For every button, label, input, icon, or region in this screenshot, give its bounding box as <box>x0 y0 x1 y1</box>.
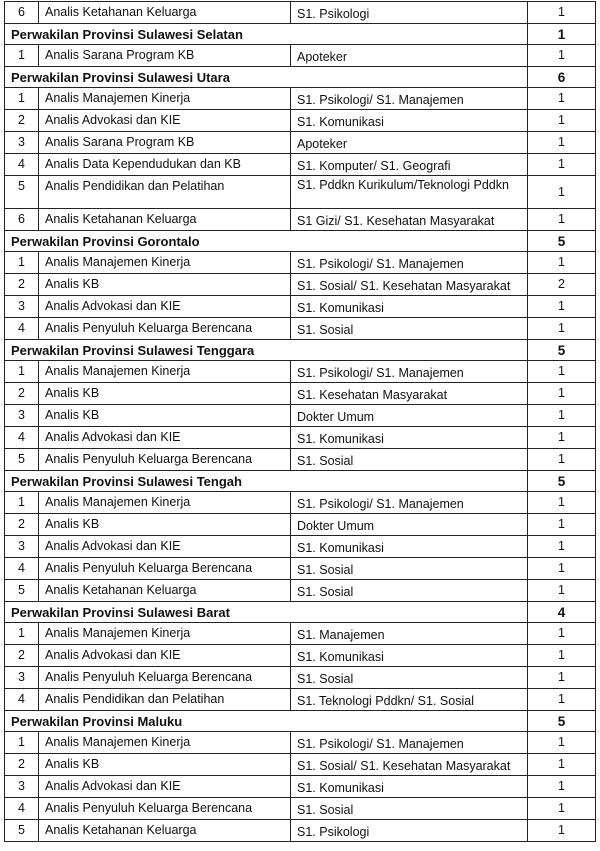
position-name: Analis Penyuluh Keluarga Berencana <box>39 449 291 471</box>
province-title: Perwakilan Provinsi Sulawesi Utara <box>5 67 528 88</box>
province-header-row <box>5 602 596 623</box>
table-row <box>5 732 596 754</box>
province-total: 1 <box>528 24 596 45</box>
qualification: S1. Sosial <box>291 558 528 580</box>
position-name: Analis Sarana Program KB <box>39 132 291 154</box>
table-row <box>5 449 596 471</box>
qualification: S1. Psikologi/ S1. Manajemen <box>291 492 528 514</box>
province-title: Perwakilan Provinsi Sulawesi Tenggara <box>5 340 528 361</box>
position-count: 1 <box>528 645 596 667</box>
qualification: Apoteker <box>291 132 528 154</box>
qualification: S1. Psikologi/ S1. Manajemen <box>291 252 528 274</box>
position-count: 1 <box>528 88 596 110</box>
position-count: 1 <box>528 132 596 154</box>
position-name: Analis Advokasi dan KIE <box>39 776 291 798</box>
table-row <box>5 45 596 67</box>
row-number: 2 <box>5 110 39 132</box>
table-row <box>5 427 596 449</box>
position-name: Analis KB <box>39 383 291 405</box>
table-row <box>5 252 596 274</box>
qualification: S1. Psikologi <box>291 2 528 24</box>
position-count: 1 <box>528 2 596 24</box>
position-name: Analis Manajemen Kinerja <box>39 492 291 514</box>
row-number: 1 <box>5 88 39 110</box>
row-number: 3 <box>5 776 39 798</box>
province-total: 4 <box>528 602 596 623</box>
position-count: 1 <box>528 449 596 471</box>
table-row <box>5 274 596 296</box>
qualification: S1. Sosial <box>291 667 528 689</box>
table-row <box>5 514 596 536</box>
position-name: Analis KB <box>39 514 291 536</box>
table-row <box>5 754 596 776</box>
qualification: S1. Komunikasi <box>291 776 528 798</box>
row-number: 1 <box>5 623 39 645</box>
position-count: 1 <box>528 176 596 209</box>
qualification: S1. Sosial/ S1. Kesehatan Masyarakat <box>291 754 528 776</box>
position-count: 1 <box>528 536 596 558</box>
qualification: S1. Teknologi Pddkn/ S1. Sosial <box>291 689 528 711</box>
qualification: S1. Psikologi <box>291 820 528 842</box>
position-name: Analis Advokasi dan KIE <box>39 296 291 318</box>
qualification: Dokter Umum <box>291 405 528 427</box>
position-name: Analis KB <box>39 754 291 776</box>
position-count: 1 <box>528 296 596 318</box>
position-name: Analis Advokasi dan KIE <box>39 645 291 667</box>
table-row <box>5 132 596 154</box>
qualification: S1. Psikologi/ S1. Manajemen <box>291 361 528 383</box>
row-number: 4 <box>5 798 39 820</box>
qualification: S1. Sosial <box>291 318 528 340</box>
position-count: 1 <box>528 667 596 689</box>
table-row <box>5 798 596 820</box>
position-name: Analis KB <box>39 274 291 296</box>
row-number: 4 <box>5 318 39 340</box>
table-row <box>5 176 596 209</box>
table-row <box>5 536 596 558</box>
vacancy-table <box>4 1 596 842</box>
table-row <box>5 383 596 405</box>
position-name: Analis Ketahanan Keluarga <box>39 2 291 24</box>
position-count: 1 <box>528 820 596 842</box>
position-name: Analis Penyuluh Keluarga Berencana <box>39 798 291 820</box>
qualification: S1. Komunikasi <box>291 427 528 449</box>
position-count: 1 <box>528 405 596 427</box>
position-count: 1 <box>528 754 596 776</box>
position-name: Analis Ketahanan Keluarga <box>39 209 291 231</box>
qualification: S1. Komunikasi <box>291 645 528 667</box>
position-count: 1 <box>528 209 596 231</box>
position-name: Analis Manajemen Kinerja <box>39 623 291 645</box>
province-title: Perwakilan Provinsi Sulawesi Selatan <box>5 24 528 45</box>
position-count: 1 <box>528 798 596 820</box>
row-number: 3 <box>5 132 39 154</box>
province-header-row <box>5 471 596 492</box>
position-name: Analis Manajemen Kinerja <box>39 88 291 110</box>
position-name: Analis Penyuluh Keluarga Berencana <box>39 667 291 689</box>
row-number: 1 <box>5 252 39 274</box>
row-number: 1 <box>5 732 39 754</box>
position-name: Analis Ketahanan Keluarga <box>39 580 291 602</box>
position-name: Analis Penyuluh Keluarga Berencana <box>39 558 291 580</box>
table-row <box>5 88 596 110</box>
table-row <box>5 558 596 580</box>
table-row <box>5 689 596 711</box>
province-total: 6 <box>528 67 596 88</box>
position-name: Analis Advokasi dan KIE <box>39 427 291 449</box>
position-count: 1 <box>528 154 596 176</box>
qualification: S1. Psikologi/ S1. Manajemen <box>291 88 528 110</box>
row-number: 4 <box>5 689 39 711</box>
qualification: S1 Gizi/ S1. Kesehatan Masyarakat <box>291 209 528 231</box>
row-number: 2 <box>5 383 39 405</box>
position-count: 1 <box>528 318 596 340</box>
province-title: Perwakilan Provinsi Gorontalo <box>5 231 528 252</box>
row-number: 4 <box>5 154 39 176</box>
position-name: Analis Advokasi dan KIE <box>39 110 291 132</box>
position-name: Analis Pendidikan dan Pelatihan <box>39 176 291 209</box>
province-total: 5 <box>528 471 596 492</box>
table-row <box>5 492 596 514</box>
position-name: Analis Manajemen Kinerja <box>39 361 291 383</box>
province-header-row <box>5 67 596 88</box>
table-row <box>5 154 596 176</box>
province-title: Perwakilan Provinsi Sulawesi Barat <box>5 602 528 623</box>
position-count: 1 <box>528 623 596 645</box>
table-row <box>5 405 596 427</box>
position-name: Analis Manajemen Kinerja <box>39 252 291 274</box>
qualification: S1. Komunikasi <box>291 536 528 558</box>
position-count: 1 <box>528 427 596 449</box>
province-header-row <box>5 231 596 252</box>
qualification: S1. Sosial/ S1. Kesehatan Masyarakat <box>291 274 528 296</box>
row-number: 6 <box>5 209 39 231</box>
row-number: 2 <box>5 514 39 536</box>
position-name: Analis KB <box>39 405 291 427</box>
position-count: 1 <box>528 361 596 383</box>
table-row <box>5 645 596 667</box>
position-count: 1 <box>528 732 596 754</box>
qualification: S1. Komunikasi <box>291 110 528 132</box>
qualification: Dokter Umum <box>291 514 528 536</box>
province-total: 5 <box>528 711 596 732</box>
row-number: 5 <box>5 580 39 602</box>
position-count: 1 <box>528 492 596 514</box>
position-count: 1 <box>528 383 596 405</box>
row-number: 3 <box>5 667 39 689</box>
table-row <box>5 318 596 340</box>
qualification: S1. Komunikasi <box>291 296 528 318</box>
province-title: Perwakilan Provinsi Sulawesi Tengah <box>5 471 528 492</box>
row-number: 2 <box>5 274 39 296</box>
table-row <box>5 820 596 842</box>
row-number: 1 <box>5 492 39 514</box>
table-row <box>5 2 596 24</box>
position-name: Analis Pendidikan dan Pelatihan <box>39 689 291 711</box>
row-number: 2 <box>5 754 39 776</box>
table-row <box>5 110 596 132</box>
table-row <box>5 776 596 798</box>
position-count: 2 <box>528 274 596 296</box>
position-name: Analis Manajemen Kinerja <box>39 732 291 754</box>
province-header-row <box>5 24 596 45</box>
table-row <box>5 667 596 689</box>
position-name: Analis Penyuluh Keluarga Berencana <box>39 318 291 340</box>
table-row <box>5 623 596 645</box>
position-count: 1 <box>528 514 596 536</box>
qualification: S1. Sosial <box>291 449 528 471</box>
row-number: 5 <box>5 176 39 209</box>
qualification: S1. Sosial <box>291 798 528 820</box>
qualification: S1. Manajemen <box>291 623 528 645</box>
table-row <box>5 209 596 231</box>
qualification: S1. Komputer/ S1. Geografi <box>291 154 528 176</box>
qualification: S1. Kesehatan Masyarakat <box>291 383 528 405</box>
position-name: Analis Ketahanan Keluarga <box>39 820 291 842</box>
position-count: 1 <box>528 580 596 602</box>
row-number: 3 <box>5 296 39 318</box>
table-row <box>5 361 596 383</box>
qualification: S1. Sosial <box>291 580 528 602</box>
position-count: 1 <box>528 252 596 274</box>
row-number: 3 <box>5 536 39 558</box>
table-row <box>5 580 596 602</box>
province-total: 5 <box>528 340 596 361</box>
position-count: 1 <box>528 558 596 580</box>
row-number: 3 <box>5 405 39 427</box>
province-total: 5 <box>528 231 596 252</box>
row-number: 1 <box>5 361 39 383</box>
row-number: 6 <box>5 2 39 24</box>
province-header-row <box>5 340 596 361</box>
province-title: Perwakilan Provinsi Maluku <box>5 711 528 732</box>
position-name: Analis Advokasi dan KIE <box>39 536 291 558</box>
position-name: Analis Sarana Program KB <box>39 45 291 67</box>
qualification: Apoteker <box>291 45 528 67</box>
row-number: 5 <box>5 449 39 471</box>
position-count: 1 <box>528 689 596 711</box>
position-count: 1 <box>528 110 596 132</box>
province-header-row <box>5 711 596 732</box>
row-number: 2 <box>5 645 39 667</box>
row-number: 4 <box>5 427 39 449</box>
row-number: 4 <box>5 558 39 580</box>
position-count: 1 <box>528 776 596 798</box>
position-count: 1 <box>528 45 596 67</box>
qualification: S1. Pddkn Kurikulum/Teknologi Pddkn <box>291 176 528 209</box>
position-name: Analis Data Kependudukan dan KB <box>39 154 291 176</box>
table-row <box>5 296 596 318</box>
row-number: 1 <box>5 45 39 67</box>
row-number: 5 <box>5 820 39 842</box>
qualification: S1. Psikologi/ S1. Manajemen <box>291 732 528 754</box>
